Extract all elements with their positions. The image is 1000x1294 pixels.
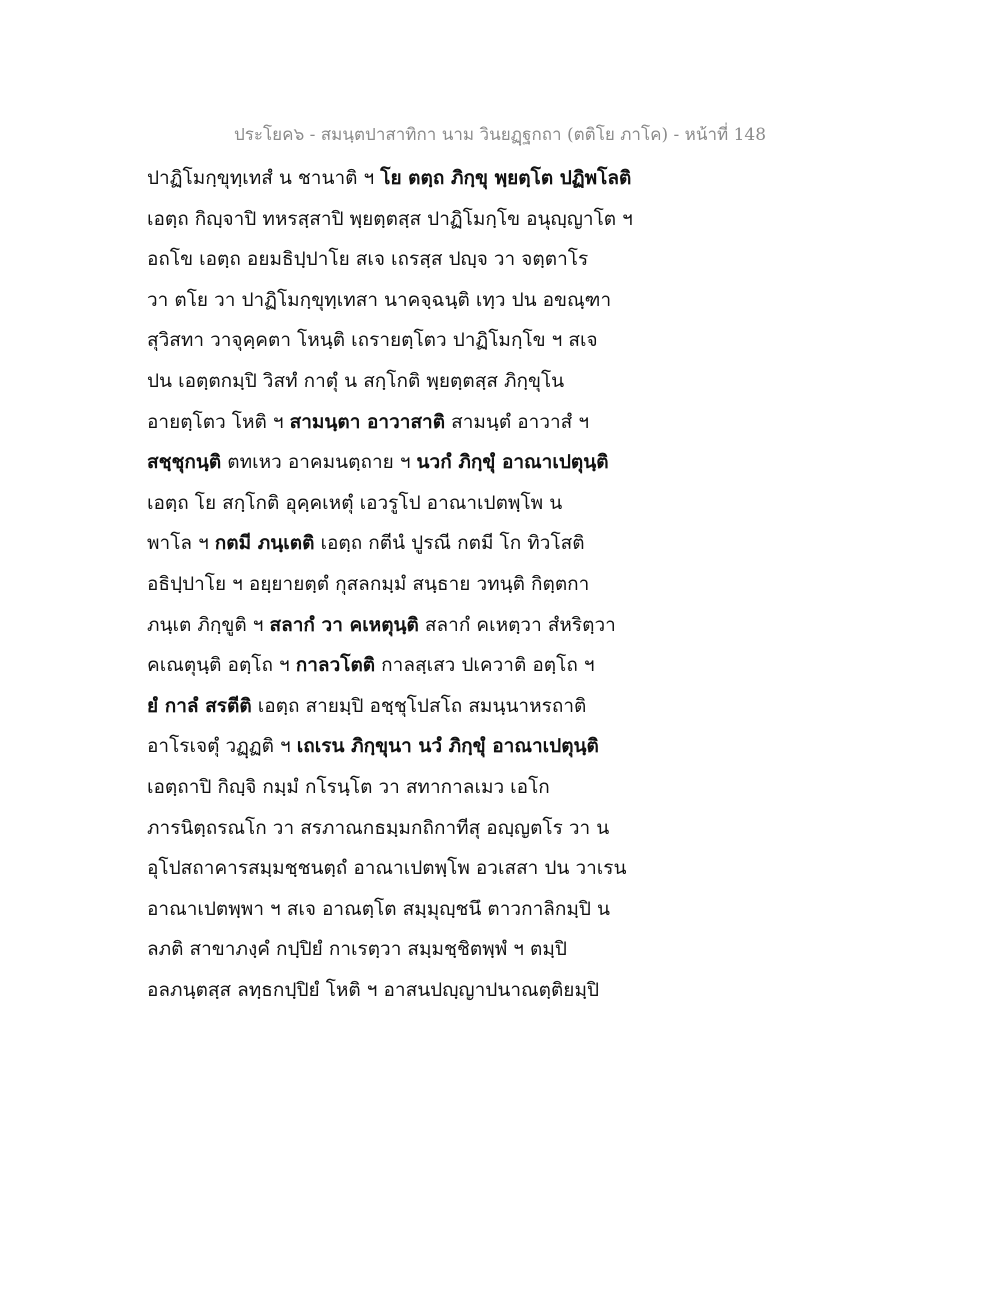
text-line [147, 402, 867, 443]
text-segment: ปน เอตฺตกมฺปิ วิสทํ กาตุํ น สกฺโกติ พฺยตฺตสฺส ภิกฺขุโน [147, 369, 565, 392]
text-line [147, 970, 867, 1011]
text-line [147, 645, 867, 686]
text-segment: เอตฺถ โย สกฺโกติ อุคฺคเหตุํ เอวรูโป อาณาเปตพฺโพ น [147, 491, 563, 514]
page-header: ประโยค๖ - สมนฺตปาสาทิกา นาม วินยฏฺฐกถา (ตติโย ภาโค) - หน้าที่ 148 [233, 125, 767, 145]
text-line [147, 686, 867, 727]
text-segment: อาณาเปตพฺพา ฯ สเจ อาณตฺโต สมฺมุญฺชนึ ตาวกาลิกมฺปิ น [147, 897, 610, 920]
text-segment: เอตฺถ กิญฺจาปิ ทหรสฺสาปิ พฺยตฺตสฺส ปาฏิโมกฺโข อนุญฺญาโต ฯ [147, 207, 633, 230]
bold-term: กาลวโตติ [295, 654, 376, 677]
text-segment: เอตฺถ สายมฺปิ อชฺชุโปสโถ สมนฺนาหรถาติ [251, 694, 587, 717]
text-segment: ลภติ สาขาภงฺคํ กปฺปิยํ กาเรตฺวา สมฺมชฺชิตพฺพํ ฯ ตมฺปิ [147, 938, 567, 961]
body-text [147, 158, 867, 1010]
text-line [147, 929, 867, 970]
bold-term: ยํ กาลํ สรตีติ [147, 694, 252, 717]
text-segment: อธิปฺปาโย ฯ อยฺยายตฺตํ กุสลกมฺมํ สนฺธาย วทนฺติ กิตฺตกา [147, 572, 590, 595]
text-line [147, 523, 867, 564]
text-line [147, 199, 867, 240]
text-segment: สามนฺตํ อาวาสํ ฯ [445, 410, 589, 433]
text-segment: พาโล ฯ [147, 532, 215, 555]
text-segment: ภนฺเต ภิกฺขูติ ฯ [147, 613, 270, 636]
text-segment: ปาฏิโมกฺขุทฺเทสํ น ชานาติ ฯ [147, 167, 381, 189]
text-line [147, 726, 867, 767]
text-line [147, 767, 867, 808]
bold-term: สชฺชุกนฺติ [147, 451, 222, 474]
text-segment: วา ตโย วา ปาฏิโมกฺขุทฺเทสา นาคจฺฉนฺติ เทฺว ปน อขณฺฑา [147, 288, 612, 311]
text-line [147, 483, 867, 524]
text-line [147, 605, 867, 646]
text-segment: ตทเหว อาคมนตฺถาย ฯ [221, 451, 417, 474]
text-line [147, 889, 867, 930]
bold-term: สามนฺตา อาวาสาติ [289, 410, 446, 433]
text-segment: เอตฺถาปิ กิญฺจิ กมฺมํ กโรนฺโต วา สทากาลเมว เอโก [147, 775, 550, 798]
text-segment: อายตฺโตว โหติ ฯ [147, 410, 290, 433]
text-segment: สลากํ คเหตฺวา สํหริตฺวา [418, 613, 616, 636]
text-segment: คเณตุนฺติ อตฺโถ ฯ [147, 654, 296, 677]
text-line [147, 239, 867, 280]
text-line [147, 564, 867, 605]
text-segment: อาโรเจตุํ วฏฺฏติ ฯ [147, 735, 297, 758]
text-segment: สุวิสทา วาจุคฺคตา โหนฺติ เถรายตฺโตว ปาฏิโมกฺโข ฯ สเจ [147, 329, 598, 352]
text-segment: อถโข เอตฺถ อยมธิปฺปาโย สเจ เถรสฺส ปญฺจ วา จตฺตาโร [147, 248, 589, 271]
bold-term: นวกํ ภิกฺขุํ อาณาเปตุนฺติ [416, 451, 609, 474]
text-line [147, 280, 867, 321]
bold-term: โย ตตฺถ ภิกฺขุ พฺยตฺโต ปฏิพโลติ [380, 167, 632, 189]
text-line [147, 158, 867, 199]
text-line [147, 320, 867, 361]
text-line [147, 848, 867, 889]
text-segment: อลภนฺตสฺส ลทฺธกปฺปิยํ โหติ ฯ อาสนปญฺญาปนาณตฺติยมฺปิ [147, 978, 600, 1001]
text-line [147, 442, 867, 483]
text-segment: ภารนิตฺถรณโก วา สรภาณกธมฺมกถิกาทีสุ อญฺญตโร วา น [147, 816, 610, 839]
bold-term: สลากํ วา คเหตุนฺติ [269, 613, 419, 636]
text-segment: กาลสฺเสว ปเควาติ อตฺโถ ฯ [375, 654, 595, 677]
text-line [147, 361, 867, 402]
text-segment: เอตฺถ กตีนํ ปูรณี กตมี โก ทิวโสติ [314, 532, 585, 555]
text-segment: อุโปสถาคารสมฺมชฺชนตฺถํ อาณาเปตพฺโพ อวเสสา ปน วาเรน [147, 857, 627, 880]
text-line [147, 808, 867, 849]
bold-term: กตมี ภนฺเตติ [214, 532, 315, 555]
bold-term: เถเรน ภิกฺขุนา นวํ ภิกฺขุํ อาณาเปตุนฺติ [296, 735, 599, 758]
